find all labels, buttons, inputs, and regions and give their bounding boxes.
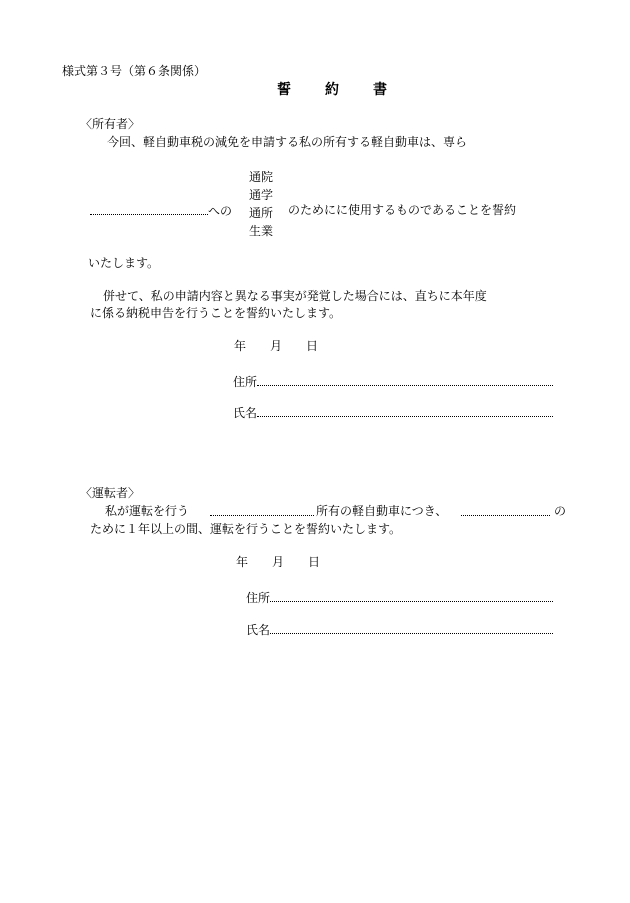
- purpose-item: 通学: [249, 188, 274, 202]
- driver-line-1: [105, 505, 189, 517]
- form-number: 様式第３号（第６条関係）: [62, 64, 207, 78]
- owner-address-label: 住所: [233, 375, 258, 389]
- purpose-blank[interactable]: [461, 505, 550, 516]
- driver-address-row: [246, 591, 553, 604]
- destination-line: [90, 204, 232, 217]
- owner-name-field[interactable]: [257, 406, 553, 417]
- owner-address-field[interactable]: [257, 375, 553, 386]
- purpose-item: 生業: [249, 224, 274, 238]
- driver-heading: 〈運転者〉: [80, 486, 141, 500]
- owner-address-row: [233, 375, 553, 388]
- driver-text-a: 私が運転を行う: [105, 504, 190, 518]
- driver-date: 年 月 日: [236, 555, 321, 569]
- owner-pledge-end: いたします。: [88, 256, 160, 270]
- driver-text-c: の: [554, 504, 567, 518]
- driver-line-2: ために１年以上の間、運転を行うことを誓約いたします。: [90, 522, 402, 536]
- purpose-item: 通所: [249, 206, 274, 220]
- owner-pledge: のためにに使用するものであることを誓約: [288, 203, 517, 217]
- purpose-item: 通院: [249, 170, 274, 184]
- purpose-list: [249, 168, 273, 240]
- driver-text-b: 所有の軽自動車につき、: [316, 504, 448, 518]
- owner-name-row: [233, 406, 553, 419]
- owner-intro: 今回、軽自動車税の減免を申請する私の所有する軽自動車は、専ら: [107, 135, 468, 149]
- document-title: 誓 約 書: [277, 82, 397, 98]
- driver-name-label: 氏名: [246, 623, 271, 637]
- destination-blank[interactable]: [90, 204, 208, 215]
- notice-line-2: に係る納税申告を行うことを誓約いたします。: [90, 306, 342, 320]
- owner-name-label: 氏名: [233, 406, 258, 420]
- driver-address-label: 住所: [246, 591, 271, 605]
- driver-name-row: [246, 623, 553, 636]
- to-label: への: [208, 204, 233, 218]
- owner-heading: 〈所有者〉: [80, 117, 141, 131]
- notice-line-1: 併せて、私の申請内容と異なる事実が発覚した場合には、直ちに本年度: [103, 289, 487, 303]
- driver-address-field[interactable]: [270, 591, 553, 602]
- driver-name-field[interactable]: [270, 623, 553, 634]
- owner-date: 年 月 日: [234, 339, 319, 353]
- owner-name-blank[interactable]: [210, 505, 314, 516]
